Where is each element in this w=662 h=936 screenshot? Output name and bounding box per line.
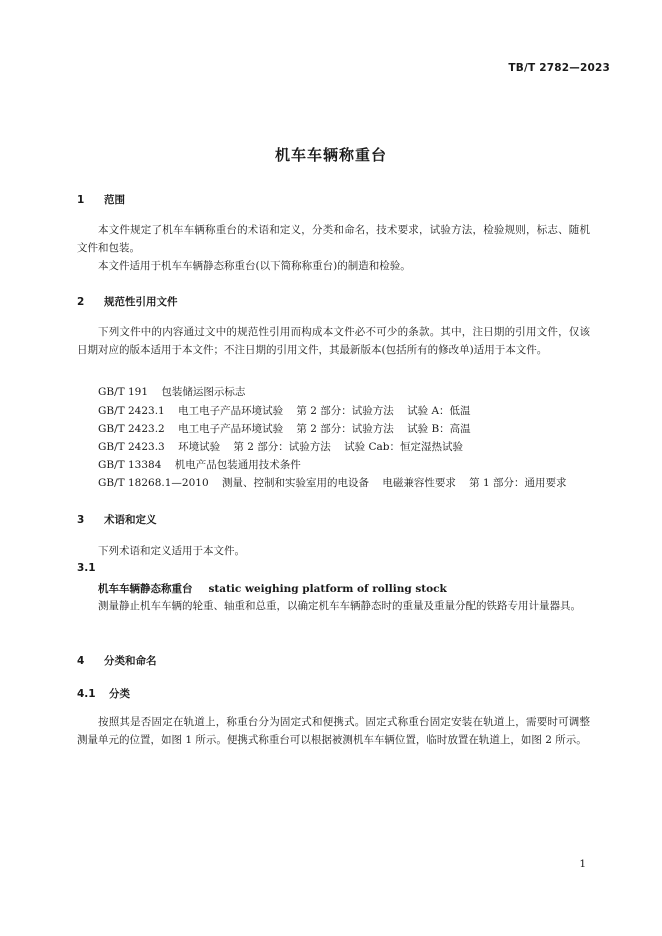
- reference-item: GB/T 18268.1—2010 测量、控制和实验室用的电设备 电磁兼容性要求 第 1 部分：通用要求: [98, 477, 567, 489]
- subsection-4-1-heading: [77, 686, 130, 701]
- section-3-heading: [77, 512, 157, 527]
- section-4-number: 4: [77, 655, 85, 667]
- section-1-heading: [77, 192, 125, 207]
- term-entry: [98, 581, 447, 596]
- section-3-number: 3: [77, 514, 85, 526]
- section-1-paragraph-1: 本文件规定了机车车辆称重台的术语和定义，分类和命名，技术要求，试验方法，检验规则，标志、随机文件和包装。: [77, 224, 590, 254]
- subsection-4-1-paragraph: 按照其是否固定在轨道上，称重台分为固定式和便携式。固定式称重台固定安装在轨道上，需要时可调整测量单元的位置，如图 1 所示。便携式称重台可以根据被测机车车辆位置，临时放置在轨道上，如图 2 所示。: [77, 716, 590, 746]
- section-3-intro: 下列术语和定义适用于本文件。: [98, 545, 245, 557]
- document-title: 机车车辆称重台: [274, 146, 387, 164]
- term-definition: 测量静止机车车辆的轮重、轴重和总重，以确定机车车辆静态时的重量及重量分配的铁路专用计量器具。: [98, 600, 581, 612]
- term-english: static weighing platform of rolling stock: [208, 583, 447, 595]
- section-2-heading: [77, 294, 178, 309]
- section-1-paragraph-2: 本文件适用于机车车辆静态称重台(以下简称称重台)的制造和检验。: [98, 260, 411, 272]
- subsection-4-1-title: 分类: [109, 688, 130, 700]
- section-2-number: 2: [77, 296, 85, 308]
- section-4-heading: [77, 653, 157, 668]
- reference-item: GB/T 2423.3 环境试验 第 2 部分：试验方法 试验 Cab：恒定湿热试验: [98, 441, 463, 453]
- standard-code: TB/T 2782—2023: [508, 62, 610, 74]
- subsection-4-1-number: 4.1: [77, 688, 96, 700]
- section-4-title: 分类和命名: [104, 655, 157, 667]
- term-number: 3.1: [77, 562, 96, 574]
- term-chinese: 机车车辆静态称重台: [98, 583, 193, 595]
- reference-item: GB/T 13384 机电产品包装通用技术条件: [98, 459, 301, 471]
- reference-item: GB/T 2423.1 电工电子产品环境试验 第 2 部分：试验方法 试验 A：低温: [98, 405, 471, 417]
- reference-item: GB/T 2423.2 电工电子产品环境试验 第 2 部分：试验方法 试验 B：高温: [98, 423, 471, 435]
- section-2-intro: 下列文件中的内容通过文中的规范性引用而构成本文件必不可少的条款。其中，注日期的引用文件，仅该日期对应的版本适用于本文件；不注日期的引用文件，其最新版本(包括所有的修改单)适用于本文件。: [77, 326, 590, 356]
- section-1-title: 范围: [104, 194, 125, 206]
- section-1-number: 1: [77, 194, 85, 206]
- section-2-title: 规范性引用文件: [104, 296, 178, 308]
- page-number: 1: [579, 858, 586, 870]
- section-3-title: 术语和定义: [104, 514, 157, 526]
- reference-item: GB/T 191 包装储运图示标志: [98, 386, 246, 398]
